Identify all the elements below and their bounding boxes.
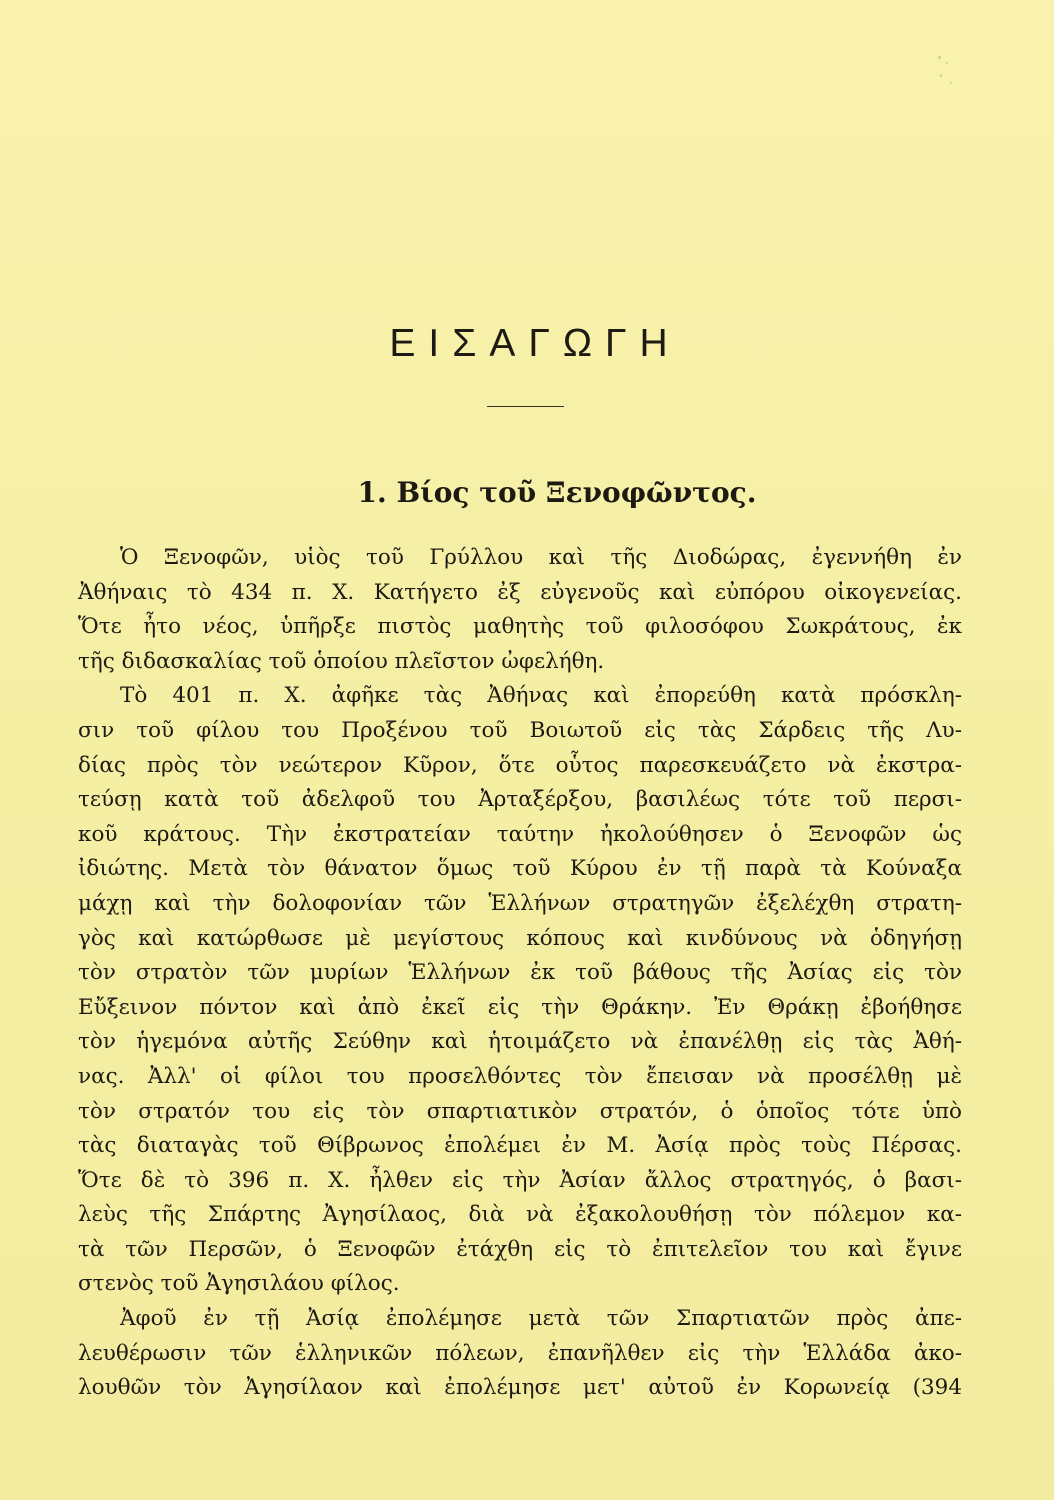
- page-speck-mark: [932, 52, 960, 94]
- chapter-title: ΕΙΣΑΓΩΓΗ: [389, 322, 681, 365]
- text-line: τὸν στρατὸν τῶν μυρίων Ἑλλήνων ἐκ τοῦ βάθους τῆς Ἀσίας εἰς τὸν: [78, 960, 962, 986]
- text-line: λουθῶν τὸν Ἀγησίλαον καὶ ἐπολέμησε μετ' αὐτοῦ ἐν Κορωνείᾳ (394: [78, 1375, 962, 1401]
- text-line: κοῦ κράτους. Τὴν ἐκστρατείαν ταύτην ἠκολούθησεν ὁ Ξενοφῶν ὡς: [78, 821, 962, 847]
- text-line: δίας πρὸς τὸν νεώτερον Κῦρον, ὅτε οὗτος παρεσκευάζετο νὰ ἐκστρα-: [78, 752, 962, 778]
- text-line: τεύσῃ κατὰ τοῦ ἀδελφοῦ του Ἀρταξέρξου, βασιλέως τότε τοῦ περσι-: [78, 787, 962, 813]
- body-text: [78, 541, 962, 1406]
- text-line: Ὅτε δὲ τὸ 396 π. Χ. ἦλθεν εἰς τὴν Ἀσίαν ἄλλος στρατηγός, ὁ βασι-: [78, 1167, 962, 1193]
- text-line: τὰ τῶν Περσῶν, ὁ Ξενοφῶν ἐτάχθη εἰς τὸ ἐπιτελεῖον του καὶ ἔγινε: [78, 1236, 962, 1262]
- text-line: τὸν ἡγεμόνα αὐτῆς Σεύθην καὶ ἡτοιμάζετο νὰ ἐπανέλθῃ εἰς τὰς Ἀθή-: [78, 1029, 962, 1055]
- text-line: λεὺς τῆς Σπάρτης Ἀγησίλαος, διὰ νὰ ἐξακολουθήσῃ τὸν πόλεμον κα-: [78, 1202, 962, 1228]
- text-line: Ἀθήναις τὸ 434 π. Χ. Κατήγετο ἐξ εὐγενοῦς καὶ εὐπόρου οἰκογενείας.: [78, 579, 962, 605]
- text-line: νας. Ἀλλ' οἱ φίλοι του προσελθόντες τὸν ἔπεισαν νὰ προσέλθῃ μὲ: [78, 1063, 962, 1089]
- text-line: ἰδιώτης. Μετὰ τὸν θάνατον ὅμως τοῦ Κύρου ἐν τῇ παρὰ τὰ Κούναξα: [78, 856, 962, 882]
- text-line: Ἀφοῦ ἐν τῇ Ἀσίᾳ ἐπολέμησε μετὰ τῶν Σπαρτιατῶν πρὸς ἀπε-: [120, 1306, 962, 1332]
- text-line: τὰς διαταγὰς τοῦ Θίβρωνος ἐπολέμει ἐν Μ. Ἀσίᾳ πρὸς τοὺς Πέρσας.: [78, 1133, 962, 1159]
- title-divider: [487, 406, 564, 407]
- text-line: τὸν στρατόν του εἰς τὸν σπαρτιατικὸν στρατόν, ὁ ὁποῖος τότε ὑπὸ: [78, 1098, 962, 1124]
- section-heading: 1. Βίος τοῦ Ξενοφῶντος.: [357, 476, 757, 509]
- text-line: Ὅτε ἦτο νέος, ὑπῆρξε πιστὸς μαθητὴς τοῦ φιλοσόφου Σωκράτους, ἐκ: [78, 614, 962, 640]
- text-line: Εὔξεινον πόντον καὶ ἀπὸ ἐκεῖ εἰς τὴν Θράκην. Ἐν Θράκῃ ἐβοήθησε: [78, 994, 962, 1020]
- text-line: μάχῃ καὶ τὴν δολοφονίαν τῶν Ἑλλήνων στρατηγῶν ἐξελέχθη στρατη-: [78, 890, 962, 916]
- text-line: Ὁ Ξενοφῶν, υἱὸς τοῦ Γρύλλου καὶ τῆς Διοδώρας, ἐγεννήθη ἐν: [120, 545, 962, 570]
- text-line: Τὸ 401 π. Χ. ἀφῆκε τὰς Ἀθήνας καὶ ἐπορεύθη κατὰ πρόσκλη-: [120, 683, 962, 709]
- text-line: τῆς διδασκαλίας τοῦ ὁποίου πλεῖστον ὠφελήθη.: [78, 648, 605, 674]
- text-line: λευθέρωσιν τῶν ἑλληνικῶν πόλεων, ἐπανῆλθεν εἰς τὴν Ἑλλάδα ἀκο-: [78, 1340, 962, 1366]
- text-line: σιν τοῦ φίλου του Προξένου τοῦ Βοιωτοῦ εἰς τὰς Σάρδεις τῆς Λυ-: [78, 717, 962, 743]
- text-line: γὸς καὶ κατώρθωσε μὲ μεγίστους κόπους καὶ κινδύνους νὰ ὁδηγήσῃ: [78, 925, 962, 951]
- text-line: στενὸς τοῦ Ἀγησιλάου φίλος.: [78, 1271, 400, 1297]
